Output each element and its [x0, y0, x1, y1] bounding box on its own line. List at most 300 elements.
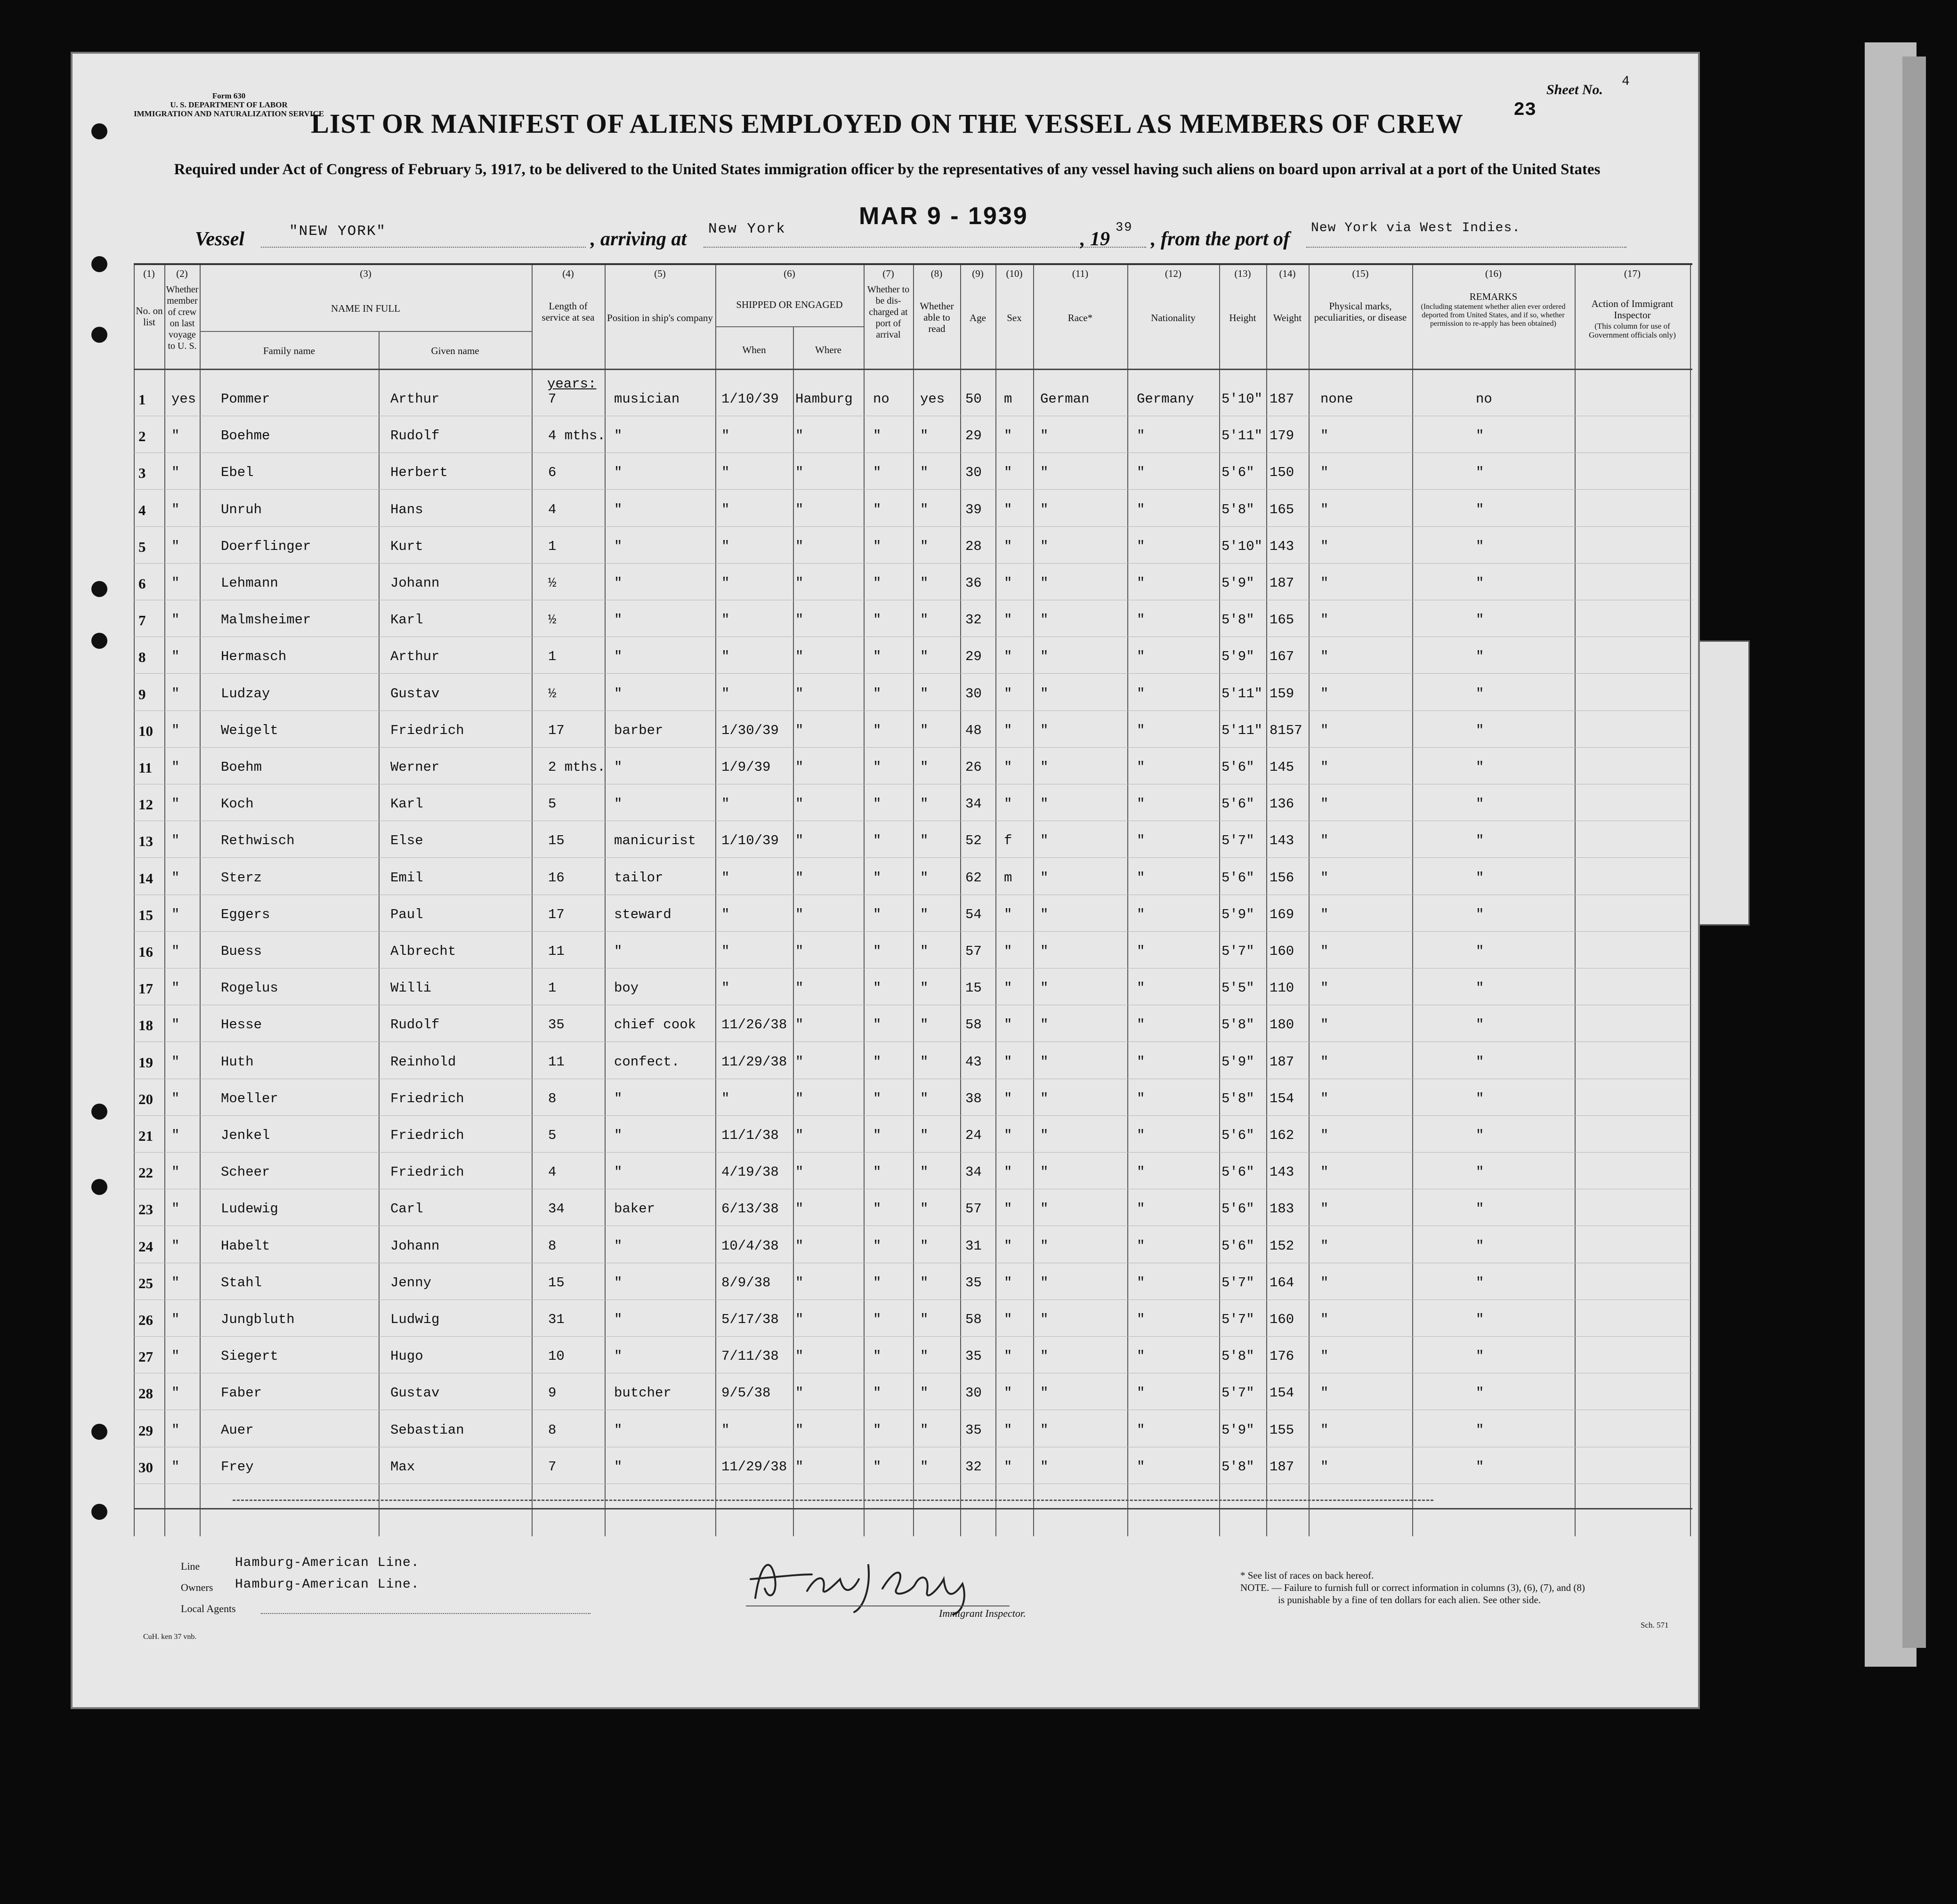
crew-table: [134, 263, 1692, 1536]
position-cell: confect.: [614, 1054, 680, 1070]
header-able-to-read: Whether able to read: [920, 300, 954, 334]
local-agents-underline: [261, 1613, 590, 1614]
physical-marks-cell: ": [1320, 944, 1329, 959]
shipped-when-cell: ": [721, 870, 730, 886]
discharged-cell: ": [873, 1348, 881, 1364]
owners-label: Owners: [181, 1581, 213, 1593]
race-cell: ": [1040, 796, 1049, 812]
weight-cell: 136: [1270, 796, 1294, 812]
age-cell: 29: [965, 428, 982, 444]
race-cell: ": [1040, 1422, 1049, 1438]
races-note: * See list of races on back hereof.: [1240, 1570, 1374, 1581]
col-number: (5): [654, 268, 666, 279]
nationality-cell: ": [1137, 1312, 1145, 1327]
position-cell: ": [614, 796, 623, 812]
given-name-cell: Albrecht: [390, 944, 456, 959]
shipped-when-cell: 1/10/39: [721, 391, 779, 407]
inspector-label: Immigrant Inspector.: [939, 1607, 1026, 1619]
discharged-cell: ": [873, 649, 881, 665]
weight-cell: 156: [1270, 870, 1294, 886]
physical-marks-cell: ": [1320, 833, 1329, 849]
service-line: IMMIGRATION AND NATURALIZATION SERVICE: [134, 109, 324, 118]
service-length-cell: 34: [548, 1201, 565, 1217]
physical-marks-cell: ": [1320, 1054, 1329, 1070]
height-cell: 5'8": [1221, 1348, 1254, 1364]
crew-last-voyage-cell: ": [171, 906, 180, 922]
given-name-cell: Johann: [390, 1238, 440, 1254]
height-cell: 5'10": [1221, 391, 1263, 407]
sex-cell: ": [1004, 1128, 1012, 1143]
able-to-read-cell: ": [920, 538, 929, 554]
shipped-where-cell: ": [795, 1054, 804, 1070]
family-name-cell: Moeller: [221, 1090, 278, 1106]
able-to-read-cell: ": [920, 428, 929, 444]
header-race: Race*: [1067, 312, 1093, 323]
weight-cell: 155: [1270, 1422, 1294, 1438]
discharged-cell: ": [873, 1164, 881, 1180]
age-cell: 52: [965, 833, 982, 849]
col-number: (7): [882, 268, 894, 279]
col-number: (4): [562, 268, 574, 279]
given-name-cell: Gustav: [390, 1385, 440, 1401]
line-value: Hamburg-American Line.: [235, 1556, 420, 1570]
weight-cell: 150: [1270, 465, 1294, 481]
remarks-cell: ": [1476, 612, 1484, 628]
able-to-read-cell: ": [920, 944, 929, 959]
height-cell: 5'6": [1221, 1128, 1254, 1143]
given-name-cell: Willi: [390, 980, 432, 996]
family-name-cell: Weigelt: [221, 722, 278, 738]
shipped-when-cell: 11/29/38: [721, 1054, 787, 1070]
sex-cell: ": [1004, 612, 1012, 628]
position-cell: musician: [614, 391, 680, 407]
physical-marks-cell: ": [1320, 428, 1329, 444]
position-cell: ": [614, 1238, 623, 1254]
race-cell: ": [1040, 722, 1049, 738]
discharged-cell: ": [873, 575, 881, 591]
family-name-cell: Frey: [221, 1459, 254, 1475]
able-to-read-cell: ": [920, 1054, 929, 1070]
given-name-cell: Herbert: [390, 465, 448, 481]
able-to-read-cell: ": [920, 1090, 929, 1106]
service-length-cell: 17: [548, 722, 565, 738]
punch-hole: [91, 1504, 107, 1520]
shipped-where-cell: ": [795, 1017, 804, 1033]
year-label: , 19: [1080, 228, 1110, 250]
shipped-when-cell: 11/29/38: [721, 1459, 787, 1475]
crew-last-voyage-cell: ": [171, 1312, 180, 1327]
age-cell: 32: [965, 612, 982, 628]
able-to-read-cell: ": [920, 906, 929, 922]
page-title: LIST OR MANIFEST OF ALIENS EMPLOYED ON THE VESSEL AS MEMBERS OF CREW: [311, 108, 1464, 139]
header-given-name: Given name: [431, 345, 479, 356]
discharged-cell: ": [873, 1238, 881, 1254]
punch-hole: [91, 1104, 107, 1120]
able-to-read-cell: ": [920, 1348, 929, 1364]
row-number-cell: 3: [138, 465, 146, 482]
row-number-cell: 8: [138, 649, 146, 666]
form-number: Form 630: [212, 91, 246, 100]
shipped-where-cell: ": [795, 1128, 804, 1143]
remarks-cell: ": [1476, 1054, 1484, 1070]
nationality-cell: ": [1137, 1017, 1145, 1033]
row-rule: [134, 1041, 1692, 1042]
given-name-cell: Reinhold: [390, 1054, 456, 1070]
physical-marks-cell: ": [1320, 796, 1329, 812]
remarks-cell: ": [1476, 1201, 1484, 1217]
remarks-cell: ": [1476, 870, 1484, 886]
remarks-cell: ": [1476, 833, 1484, 849]
race-cell: ": [1040, 1385, 1049, 1401]
from-port: New York via West Indies.: [1311, 221, 1521, 235]
able-to-read-cell: ": [920, 575, 929, 591]
shipped-when-cell: 1/9/39: [721, 759, 771, 775]
position-cell: tailor: [614, 870, 663, 886]
row-number-cell: 6: [138, 575, 146, 592]
service-length-cell: 6: [548, 465, 557, 481]
row-number-cell: 26: [138, 1312, 153, 1328]
header-length-of-service: Length of service at sea: [542, 300, 595, 323]
service-length-cell: ½: [548, 612, 557, 628]
crew-last-voyage-cell: ": [171, 612, 180, 628]
row-rule: [134, 563, 1692, 564]
family-name-cell: Sterz: [221, 870, 262, 886]
race-cell: ": [1040, 980, 1049, 996]
race-cell: ": [1040, 1164, 1049, 1180]
age-cell: 29: [965, 649, 982, 665]
remarks-cell: ": [1476, 501, 1484, 517]
discharged-cell: ": [873, 906, 881, 922]
family-name-cell: Rogelus: [221, 980, 278, 996]
nationality-cell: ": [1137, 980, 1145, 996]
given-name-cell: Friedrich: [390, 722, 464, 738]
race-cell: ": [1040, 538, 1049, 554]
crew-last-voyage-cell: ": [171, 428, 180, 444]
race-cell: ": [1040, 833, 1049, 849]
sex-cell: ": [1004, 649, 1012, 665]
header-family-name: Family name: [263, 345, 315, 356]
underlying-page-edge: [1902, 56, 1926, 1648]
service-length-cell: 8: [548, 1422, 557, 1438]
age-cell: 58: [965, 1017, 982, 1033]
nationality-cell: ": [1137, 1275, 1145, 1291]
given-name-cell: Friedrich: [390, 1090, 464, 1106]
race-cell: ": [1040, 465, 1049, 481]
position-cell: manicurist: [614, 833, 696, 849]
race-cell: ": [1040, 1054, 1049, 1070]
col-number: (16): [1485, 268, 1502, 279]
shipped-where-cell: ": [795, 1348, 804, 1364]
position-cell: ": [614, 1312, 623, 1327]
crew-last-voyage-cell: ": [171, 501, 180, 517]
crew-last-voyage-cell: yes: [171, 391, 196, 407]
weight-cell: 180: [1270, 1017, 1294, 1033]
family-name-cell: Boehm: [221, 759, 262, 775]
given-name-cell: Gustav: [390, 686, 440, 702]
service-length-cell: ½: [548, 686, 557, 702]
header-nationality: Nationality: [1151, 312, 1196, 323]
row-rule: [134, 1299, 1692, 1300]
weight-cell: 169: [1270, 906, 1294, 922]
family-name-cell: Stahl: [221, 1275, 262, 1291]
remarks-cell: ": [1476, 1348, 1484, 1364]
weight-cell: 143: [1270, 1164, 1294, 1180]
able-to-read-cell: ": [920, 612, 929, 628]
shipped-when-cell: 4/19/38: [721, 1164, 779, 1180]
shipped-where-cell: ": [795, 465, 804, 481]
race-cell: ": [1040, 1090, 1049, 1106]
physical-marks-cell: ": [1320, 1201, 1329, 1217]
service-length-cell: 5: [548, 1128, 557, 1143]
age-cell: 30: [965, 1385, 982, 1401]
punch-hole: [91, 633, 107, 649]
weight-cell: 143: [1270, 538, 1294, 554]
row-rule: [134, 1152, 1692, 1153]
shipped-where-cell: ": [795, 1201, 804, 1217]
age-cell: 15: [965, 980, 982, 996]
able-to-read-cell: ": [920, 501, 929, 517]
shipped-where-cell: ": [795, 649, 804, 665]
able-to-read-cell: ": [920, 1385, 929, 1401]
vessel-label: Vessel: [195, 228, 244, 250]
family-name-cell: Faber: [221, 1385, 262, 1401]
position-cell: ": [614, 538, 623, 554]
row-number-cell: 23: [138, 1201, 153, 1218]
physical-marks-cell: ": [1320, 906, 1329, 922]
sex-cell: ": [1004, 980, 1012, 996]
discharged-cell: ": [873, 1128, 881, 1143]
remarks-cell: ": [1476, 944, 1484, 959]
sex-cell: ": [1004, 796, 1012, 812]
header-weight: Weight: [1273, 312, 1302, 323]
col-number: (15): [1352, 268, 1369, 279]
discharged-cell: ": [873, 501, 881, 517]
age-cell: 28: [965, 538, 982, 554]
position-cell: ": [614, 612, 623, 628]
physical-marks-cell: ": [1320, 1348, 1329, 1364]
weight-cell: 143: [1270, 833, 1294, 849]
remarks-cell: ": [1476, 428, 1484, 444]
physical-marks-cell: ": [1320, 1164, 1329, 1180]
able-to-read-cell: ": [920, 465, 929, 481]
shipped-when-cell: 10/4/38: [721, 1238, 779, 1254]
able-to-read-cell: ": [920, 1422, 929, 1438]
arriving-port: New York: [708, 221, 786, 237]
crew-last-voyage-cell: ": [171, 686, 180, 702]
shipped-where-cell: ": [795, 501, 804, 517]
family-name-cell: Siegert: [221, 1348, 278, 1364]
position-cell: ": [614, 649, 623, 665]
crew-last-voyage-cell: ": [171, 1385, 180, 1401]
nationality-cell: ": [1137, 1164, 1145, 1180]
crew-last-voyage-cell: ": [171, 722, 180, 738]
position-cell: butcher: [614, 1385, 671, 1401]
shipped-where-cell: ": [795, 612, 804, 628]
row-number-cell: 19: [138, 1054, 153, 1071]
row-number-cell: 5: [138, 538, 146, 555]
crew-last-voyage-cell: ": [171, 649, 180, 665]
service-length-cell: 17: [548, 906, 565, 922]
row-number-cell: 14: [138, 870, 153, 887]
nationality-cell: ": [1137, 1128, 1145, 1143]
physical-marks-cell: ": [1320, 538, 1329, 554]
weight-cell: 154: [1270, 1090, 1294, 1106]
sex-cell: ": [1004, 1348, 1012, 1364]
col-number: (9): [972, 268, 984, 279]
service-length-cell: 8: [548, 1090, 557, 1106]
race-cell: ": [1040, 575, 1049, 591]
discharged-cell: ": [873, 1201, 881, 1217]
from-port-label: , from the port of: [1151, 228, 1290, 250]
height-cell: 5'7": [1221, 833, 1254, 849]
remarks-cell: ": [1476, 1017, 1484, 1033]
weight-cell: 179: [1270, 428, 1294, 444]
nationality-cell: ": [1137, 796, 1145, 812]
age-cell: 32: [965, 1459, 982, 1475]
physical-marks-cell: ": [1320, 1422, 1329, 1438]
race-cell: ": [1040, 1348, 1049, 1364]
row-number-cell: 20: [138, 1090, 153, 1107]
nationality-cell: ": [1137, 575, 1145, 591]
discharged-cell: ": [873, 722, 881, 738]
header-sex: Sex: [1007, 312, 1022, 323]
row-number-cell: 13: [138, 833, 153, 850]
shipped-where-cell: ": [795, 796, 804, 812]
nationality-cell: ": [1137, 428, 1145, 444]
race-cell: ": [1040, 1128, 1049, 1143]
service-length-cell: 4 mths.: [548, 428, 606, 444]
shipped-where-cell: Hamburg: [795, 391, 853, 407]
sex-cell: ": [1004, 1238, 1012, 1254]
shipped-when-cell: ": [721, 649, 730, 665]
weight-cell: 162: [1270, 1128, 1294, 1143]
shipped-where-cell: ": [795, 1385, 804, 1401]
nationality-cell: ": [1137, 870, 1145, 886]
given-name-cell: Arthur: [390, 391, 440, 407]
row-number-cell: 10: [138, 722, 153, 739]
family-name-cell: Ludewig: [221, 1201, 278, 1217]
nationality-cell: ": [1137, 686, 1145, 702]
row-number-cell: 11: [138, 759, 153, 776]
sex-cell: ": [1004, 538, 1012, 554]
col-number: (1): [143, 268, 155, 279]
shipped-when-cell: ": [721, 980, 730, 996]
shipped-where-cell: ": [795, 428, 804, 444]
shipped-when-cell: 6/13/38: [721, 1201, 779, 1217]
sex-cell: ": [1004, 575, 1012, 591]
race-cell: ": [1040, 1275, 1049, 1291]
age-cell: 31: [965, 1238, 982, 1254]
col-number: (14): [1279, 268, 1296, 279]
crew-last-voyage-cell: ": [171, 1422, 180, 1438]
able-to-read-cell: ": [920, 686, 929, 702]
crew-last-voyage-cell: ": [171, 980, 180, 996]
position-cell: ": [614, 1459, 623, 1475]
position-cell: ": [614, 428, 623, 444]
age-cell: 38: [965, 1090, 982, 1106]
given-name-cell: Emil: [390, 870, 423, 886]
able-to-read-cell: ": [920, 722, 929, 738]
race-cell: ": [1040, 649, 1049, 665]
vessel-underline: [261, 247, 586, 248]
able-to-read-cell: ": [920, 759, 929, 775]
crew-last-voyage-cell: ": [171, 833, 180, 849]
crew-last-voyage-cell: ": [171, 1348, 180, 1364]
position-cell: ": [614, 465, 623, 481]
shipped-where-cell: ": [795, 1238, 804, 1254]
able-to-read-cell: yes: [920, 391, 945, 407]
row-number-cell: 30: [138, 1459, 153, 1476]
position-cell: boy: [614, 980, 639, 996]
header-name-in-full: NAME IN FULL: [331, 303, 400, 314]
race-cell: ": [1040, 870, 1049, 886]
family-name-cell: Jenkel: [221, 1128, 270, 1143]
able-to-read-cell: ": [920, 1238, 929, 1254]
physical-marks-cell: ": [1320, 501, 1329, 517]
shipped-where-cell: ": [795, 1275, 804, 1291]
shipped-where-cell: ": [795, 686, 804, 702]
col-number: (17): [1624, 268, 1641, 279]
row-rule: [134, 673, 1692, 674]
race-cell: ": [1040, 1312, 1049, 1327]
shipped-where-cell: ": [795, 1312, 804, 1327]
service-length-cell: 15: [548, 1275, 565, 1291]
weight-cell: 187: [1270, 575, 1294, 591]
able-to-read-cell: ": [920, 1017, 929, 1033]
shipped-when-cell: ": [721, 612, 730, 628]
row-number-cell: 12: [138, 796, 153, 813]
physical-marks-cell: ": [1320, 759, 1329, 775]
row-number-cell: 17: [138, 980, 153, 997]
row-number-cell: 4: [138, 501, 146, 518]
age-cell: 24: [965, 1128, 982, 1143]
given-name-cell: Karl: [390, 612, 423, 628]
discharged-cell: ": [873, 1275, 881, 1291]
shipped-when-cell: 11/1/38: [721, 1128, 779, 1143]
sex-cell: ": [1004, 1385, 1012, 1401]
header-no-on-list: No. on list: [136, 305, 163, 328]
year-value: 39: [1116, 221, 1133, 235]
remarks-cell: ": [1476, 686, 1484, 702]
col-number: (10): [1006, 268, 1023, 279]
header-age: Age: [970, 312, 986, 323]
service-length-cell: 1: [548, 538, 557, 554]
height-cell: 5'9": [1221, 1054, 1254, 1070]
age-cell: 30: [965, 465, 982, 481]
sex-cell: ": [1004, 1090, 1012, 1106]
family-name-cell: Boehme: [221, 428, 270, 444]
shipped-when-cell: ": [721, 1422, 730, 1438]
nationality-cell: ": [1137, 1090, 1145, 1106]
height-cell: 5'7": [1221, 1312, 1254, 1327]
remarks-cell: ": [1476, 1459, 1484, 1475]
punch-hole: [91, 256, 107, 272]
header-when: When: [742, 344, 766, 355]
given-name-cell: Friedrich: [390, 1128, 464, 1143]
page-subtitle: Required under Act of Congress of February 5, 1917, to be delivered to the United States immigration officer by the representatives of any vessel having such aliens on board upon arrival at a port of the United States: [174, 161, 1601, 178]
family-name-cell: Ebel: [221, 465, 254, 481]
height-cell: 5'9": [1221, 1422, 1254, 1438]
discharged-cell: ": [873, 980, 881, 996]
shipped-where-cell: ": [795, 906, 804, 922]
col-number: (3): [360, 268, 372, 279]
physical-marks-cell: ": [1320, 612, 1329, 628]
service-length-cell: 5: [548, 796, 557, 812]
age-cell: 35: [965, 1422, 982, 1438]
position-cell: ": [614, 575, 623, 591]
service-length-cell: 11: [548, 1054, 565, 1070]
service-length-cell: ½: [548, 575, 557, 591]
